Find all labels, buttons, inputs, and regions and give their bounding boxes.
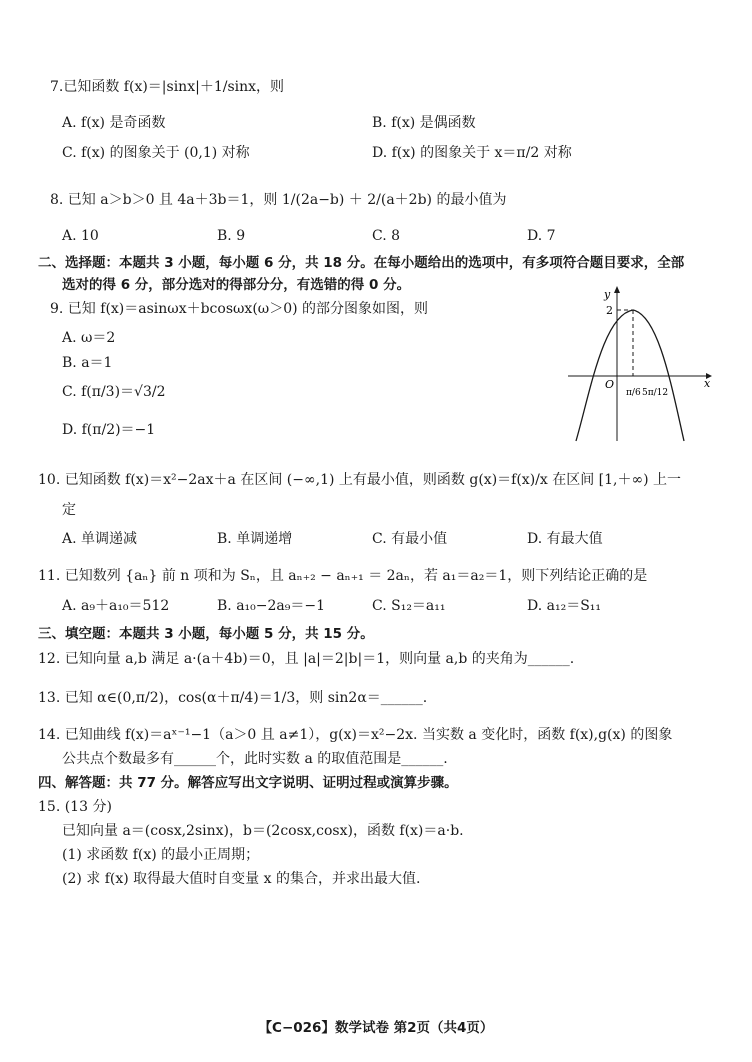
q9-stem: 9. 已知 f(x)＝asinωx＋bcosωx(ω＞0) 的部分图象如图，则 — [50, 301, 429, 317]
section-2-heading: 二、选择题：本题共 3 小题，每小题 6 分，共 18 分。在每小题给出的选项中，有多项符合题目要求，全部 — [38, 255, 685, 271]
ymax-label: 2 — [606, 304, 613, 317]
section-2-heading-cont: 选对的得 6 分，部分选对的得部分分，有选错的得 0 分。 — [62, 277, 411, 293]
q9-option-c: C. f(π/3)＝√3/2 — [62, 384, 166, 400]
q10-option-d: D. 有最大值 — [527, 531, 603, 547]
q7-stem: 7.已知函数 f(x)＝|sinx|＋1/sinx，则 — [50, 79, 285, 95]
q14-stem: 14. 已知曲线 f(x)＝aˣ⁻¹−1（a＞0 且 a≠1），g(x)＝x²−2x. 当实数 a 变化时，函数 f(x),g(x) 的图象 — [38, 727, 673, 743]
q10-stem: 10. 已知函数 f(x)＝x²−2ax＋a 在区间 (−∞,1) 上有最小值，则函数 g(x)＝f(x)/x 在区间 [1,＋∞) 上一 — [38, 472, 682, 488]
q15-heading: 15. (13 分) — [38, 799, 112, 815]
q14-stem-cont: 公共点个数最多有______个，此时实数 a 的取值范围是______. — [62, 751, 448, 767]
y-axis-label: y — [604, 288, 611, 301]
section-3-heading: 三、填空题：本题共 3 小题，每小题 5 分，共 15 分。 — [38, 626, 374, 642]
q15-part-2: (2) 求 f(x) 取得最大值时自变量 x 的集合，并求出最大值. — [62, 871, 421, 887]
q8-option-a: A. 10 — [62, 228, 99, 244]
tick-pi-6-label: π/6 — [626, 388, 641, 398]
origin-label: O — [605, 378, 615, 391]
q11-option-c: C. S₁₂＝a₁₁ — [372, 598, 446, 614]
q10-option-b: B. 单调递增 — [217, 531, 293, 547]
q9-option-a: A. ω＝2 — [62, 330, 116, 346]
q10-option-a: A. 单调递减 — [62, 531, 138, 547]
q11-option-b: B. a₁₀−2a₉＝−1 — [217, 598, 325, 614]
q9-option-d: D. f(π/2)＝−1 — [62, 422, 156, 438]
q7-option-b: B. f(x) 是偶函数 — [372, 115, 476, 131]
q7-option-d: D. f(x) 的图象关于 x＝π/2 对称 — [372, 145, 572, 161]
q9-option-b: B. a＝1 — [62, 355, 113, 371]
q11-stem: 11. 已知数列 {aₙ} 前 n 项和为 Sₙ，且 aₙ₊₂ − aₙ₊₁ ＝ 2aₙ，若 a₁＝a₂＝1，则下列结论正确的是 — [38, 568, 648, 584]
q8-option-b: B. 9 — [217, 228, 246, 244]
q11-option-d: D. a₁₂＝S₁₁ — [527, 598, 602, 614]
q11-option-a: A. a₉＋a₁₀＝512 — [62, 598, 170, 614]
q10-option-c: C. 有最小值 — [372, 531, 448, 547]
q15-given: 已知向量 a＝(cosx,2sinx)，b＝(2cosx,cosx)，函数 f(x)＝a·b. — [62, 823, 464, 839]
q7-option-c: C. f(x) 的图象关于 (0,1) 对称 — [62, 145, 250, 161]
section-4-heading: 四、解答题：共 77 分。解答应写出文字说明、证明过程或演算步骤。 — [38, 775, 458, 791]
page-footer: 【C−026】数学试卷 第2页（共4页） — [258, 1020, 494, 1036]
q10-stem-cont: 定 — [62, 502, 76, 518]
q15-part-1: (1) 求函数 f(x) 的最小正周期； — [62, 847, 260, 863]
q9-function-graph — [568, 283, 716, 443]
q7-option-a: A. f(x) 是奇函数 — [62, 115, 166, 131]
tick-5pi-12-label: 5π/12 — [642, 388, 669, 398]
y-axis-arrow — [614, 286, 620, 293]
q13-stem: 13. 已知 α∈(0,π/2)，cos(α＋π/4)＝1/3，则 sin2α＝______. — [38, 690, 428, 706]
q8-option-d: D. 7 — [527, 228, 556, 244]
q8-option-c: C. 8 — [372, 228, 401, 244]
x-axis-label: x — [704, 377, 711, 390]
q8-stem: 8. 已知 a＞b＞0 且 4a＋3b＝1，则 1/(2a−b) ＋ 2/(a＋2b) 的最小值为 — [50, 192, 507, 208]
q12-stem: 12. 已知向量 a,b 满足 a·(a＋4b)＝0，且 |a|＝2|b|＝1，则向量 a,b 的夹角为______. — [38, 651, 575, 667]
